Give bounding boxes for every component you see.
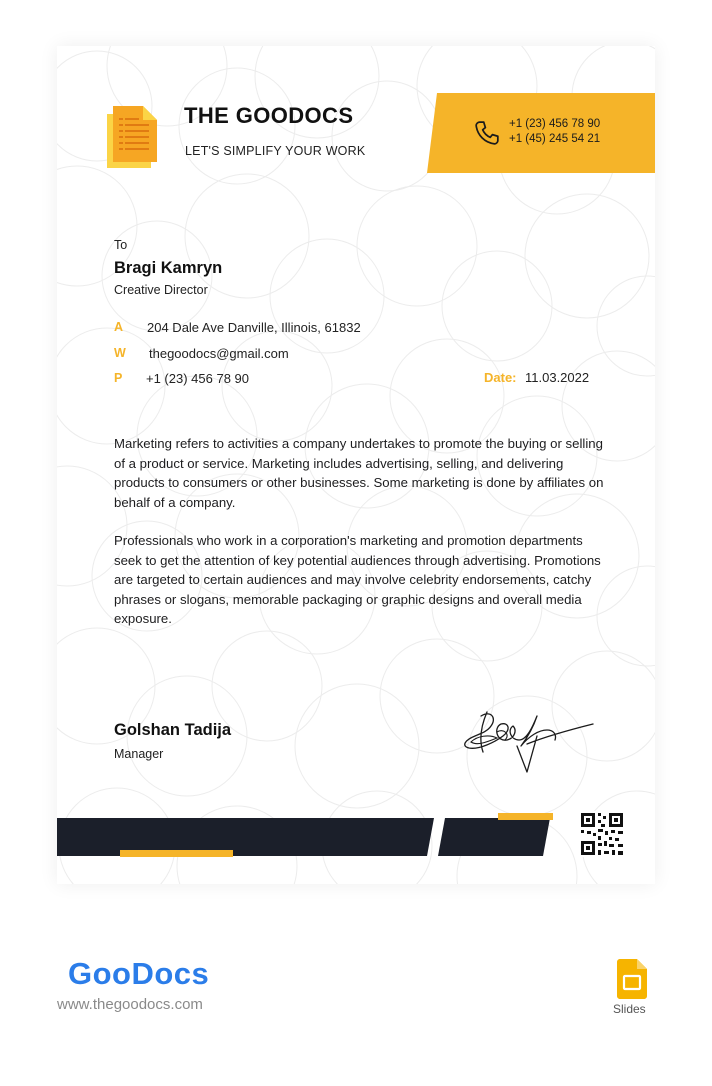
date-label: Date: xyxy=(484,370,517,385)
address-marker: A xyxy=(114,320,124,334)
signer-name: Golshan Tadija xyxy=(114,721,232,739)
company-phone-1[interactable]: +1 (23) 456 78 90 xyxy=(509,118,601,130)
email-text[interactable]: thegoodocs@gmail.com xyxy=(149,346,289,361)
phone-text[interactable]: +1 (23) 456 78 90 xyxy=(146,371,249,386)
to-label: To xyxy=(114,238,128,252)
qr-code-icon xyxy=(579,811,625,857)
address-text: 204 Dale Ave Danville, Illinois, 61832 xyxy=(147,320,361,335)
footer-band xyxy=(57,806,655,866)
google-slides-icon[interactable] xyxy=(617,959,647,999)
company-name: THE GOODOCS xyxy=(184,103,354,128)
signer-title: Manager xyxy=(114,747,164,761)
date-value: 11.03.2022 xyxy=(525,370,590,385)
footer-url[interactable]: www.thegoodocs.com xyxy=(57,996,203,1013)
phone-marker: P xyxy=(114,371,123,385)
web-marker: W xyxy=(114,346,126,360)
goodocs-logo[interactable]: GooDocs xyxy=(68,956,210,991)
document-stack-icon xyxy=(105,104,161,170)
recipient-name: Bragi Kamryn xyxy=(114,259,223,277)
slides-label: Slides xyxy=(613,1002,646,1016)
body-paragraph-1: Marketing refers to activities a company undertakes to promote the buying or selling of a product or service. Marketing includes advertising, selling, and delivering products to consumers or other businesses. Some marketing is done by affiliates on behalf of a company. xyxy=(114,436,604,510)
signature xyxy=(457,706,597,776)
company-tagline: LET'S SIMPLIFY YOUR WORK xyxy=(185,144,366,158)
company-phone-2[interactable]: +1 (45) 245 54 21 xyxy=(509,133,601,145)
letterhead-page xyxy=(57,46,655,884)
phone-icon xyxy=(474,120,500,146)
recipient-title: Creative Director xyxy=(114,283,208,297)
body-paragraph-2: Professionals who work in a corporation's marketing and promotion departments seek to get the attention of key potential audiences through advertising. Promotions are targeted to certain audiences and may involve celebrity endorsements, catchy phrases or slogans, memorable packaging or graphic designs and overall media exposure. xyxy=(114,533,601,627)
